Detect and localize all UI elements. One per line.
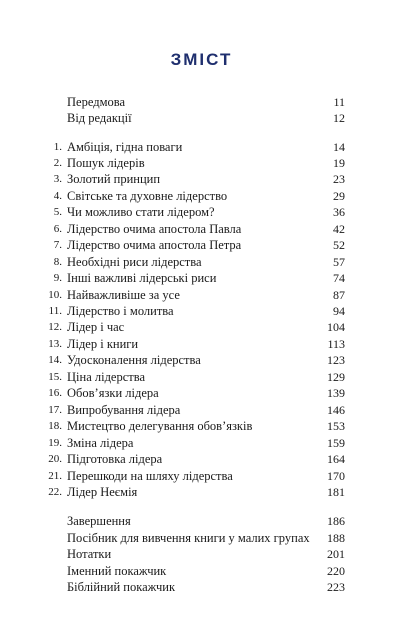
chapter-number: 3. bbox=[53, 173, 62, 185]
toc-entry-bible-index bbox=[40, 577, 345, 597]
toc-page-number: 139 bbox=[327, 386, 345, 400]
toc-label: Лідер і книги bbox=[67, 337, 139, 351]
toc-label: Іменний покажчик bbox=[67, 564, 167, 578]
chapter-number: 18. bbox=[48, 420, 62, 432]
toc-label: Пошук лідерів bbox=[67, 156, 145, 170]
toc-label: Випробування лідера bbox=[67, 403, 181, 417]
chapter-number: 16. bbox=[48, 387, 62, 399]
chapter-number: 13. bbox=[48, 338, 62, 350]
toc-label: Найважливіше за усе bbox=[67, 288, 180, 302]
toc-label: Біблійний покажчик bbox=[67, 580, 176, 594]
toc-label: Лідер Неємія bbox=[67, 485, 138, 499]
toc-page-number: 29 bbox=[333, 189, 345, 203]
toc-label: Посібник для вивчення книги у малих групах bbox=[67, 531, 310, 545]
toc-page-number: 223 bbox=[327, 580, 345, 594]
chapter-number: 7. bbox=[53, 239, 62, 251]
toc-label: Від редакції bbox=[67, 111, 132, 125]
chapter-number: 8. bbox=[53, 256, 62, 268]
toc-label: Лідер і час bbox=[67, 320, 125, 334]
toc-label: Необхідні риси лідерства bbox=[67, 255, 202, 269]
chapter-number: 21. bbox=[48, 470, 62, 482]
toc-page-number: 74 bbox=[333, 271, 345, 285]
toc-page-number: 123 bbox=[327, 353, 345, 367]
toc-label: Золотий принцип bbox=[67, 172, 161, 186]
toc-label: Лідерство і молитва bbox=[67, 304, 174, 318]
toc-entry-editorial bbox=[40, 108, 345, 128]
toc-page-number: 23 bbox=[333, 172, 345, 186]
chapter-number: 20. bbox=[48, 453, 62, 465]
toc-label: Інші важливі лідерські риси bbox=[67, 271, 217, 285]
toc-page-number: 42 bbox=[333, 222, 345, 236]
toc-label: Лідерство очима апостола Павла bbox=[67, 222, 242, 236]
toc-label: Перешкоди на шляху лідерства bbox=[67, 469, 233, 483]
toc-page-number: 52 bbox=[333, 238, 345, 252]
toc-page-number: 181 bbox=[327, 485, 345, 499]
toc-label: Мистецтво делегування обов’язків bbox=[67, 419, 253, 433]
chapter-number: 11. bbox=[48, 305, 62, 317]
toc-label: Ціна лідерства bbox=[67, 370, 146, 384]
chapter-number: 4. bbox=[53, 190, 62, 202]
toc-page-number: 19 bbox=[333, 156, 345, 170]
toc-label: Передмова bbox=[67, 95, 126, 109]
chapter-number: 15. bbox=[48, 371, 62, 383]
toc-page-number: 188 bbox=[327, 531, 345, 545]
chapter-number: 1. bbox=[53, 141, 62, 153]
toc-label: Нотатки bbox=[67, 547, 112, 561]
chapter-number: 6. bbox=[53, 223, 62, 235]
toc-entry-chapter bbox=[40, 482, 345, 502]
chapter-number: 9. bbox=[53, 272, 62, 284]
toc-page-number: 129 bbox=[327, 370, 345, 384]
toc-page-number: 104 bbox=[327, 320, 345, 334]
chapter-number: 12. bbox=[48, 321, 62, 333]
toc-page-number: 11 bbox=[333, 95, 345, 109]
page-title: ЗМІСТ bbox=[170, 50, 233, 69]
toc-label: Світське та духовне лідерство bbox=[67, 189, 228, 203]
chapter-number: 2. bbox=[53, 157, 62, 169]
toc-page-number: 57 bbox=[333, 255, 345, 269]
toc-page-number: 201 bbox=[327, 547, 345, 561]
toc-label: Обов’язки лідера bbox=[67, 386, 159, 400]
toc-page-number: 220 bbox=[327, 564, 345, 578]
toc-page-number: 36 bbox=[333, 205, 345, 219]
toc-page-number: 164 bbox=[327, 452, 345, 466]
toc-page-number: 186 bbox=[327, 514, 345, 528]
toc-page-number: 146 bbox=[327, 403, 345, 417]
toc-label: Зміна лідера bbox=[67, 436, 134, 450]
toc-page-number: 14 bbox=[333, 140, 345, 154]
toc-page-number: 12 bbox=[333, 111, 345, 125]
toc-label: Підготовка лідера bbox=[67, 452, 163, 466]
toc-page-number: 113 bbox=[327, 337, 345, 351]
chapter-number: 22. bbox=[48, 486, 62, 498]
toc-page-number: 94 bbox=[333, 304, 345, 318]
chapter-number: 10. bbox=[48, 289, 62, 301]
toc-label: Удосконалення лідерства bbox=[67, 353, 201, 367]
chapter-number: 5. bbox=[53, 206, 62, 218]
toc-label: Чи можливо стати лідером? bbox=[67, 205, 215, 219]
chapter-number: 17. bbox=[48, 404, 62, 416]
toc-page-number: 170 bbox=[327, 469, 345, 483]
toc-page-number: 87 bbox=[333, 288, 345, 302]
toc-page-number: 159 bbox=[327, 436, 345, 450]
toc-label: Лідерство очима апостола Петра bbox=[67, 238, 242, 252]
toc-label: Завершення bbox=[67, 514, 131, 528]
chapter-number: 14. bbox=[48, 354, 62, 366]
chapter-number: 19. bbox=[48, 437, 62, 449]
toc-label: Амбіція, гідна поваги bbox=[67, 140, 183, 154]
toc-page-number: 153 bbox=[327, 419, 345, 433]
